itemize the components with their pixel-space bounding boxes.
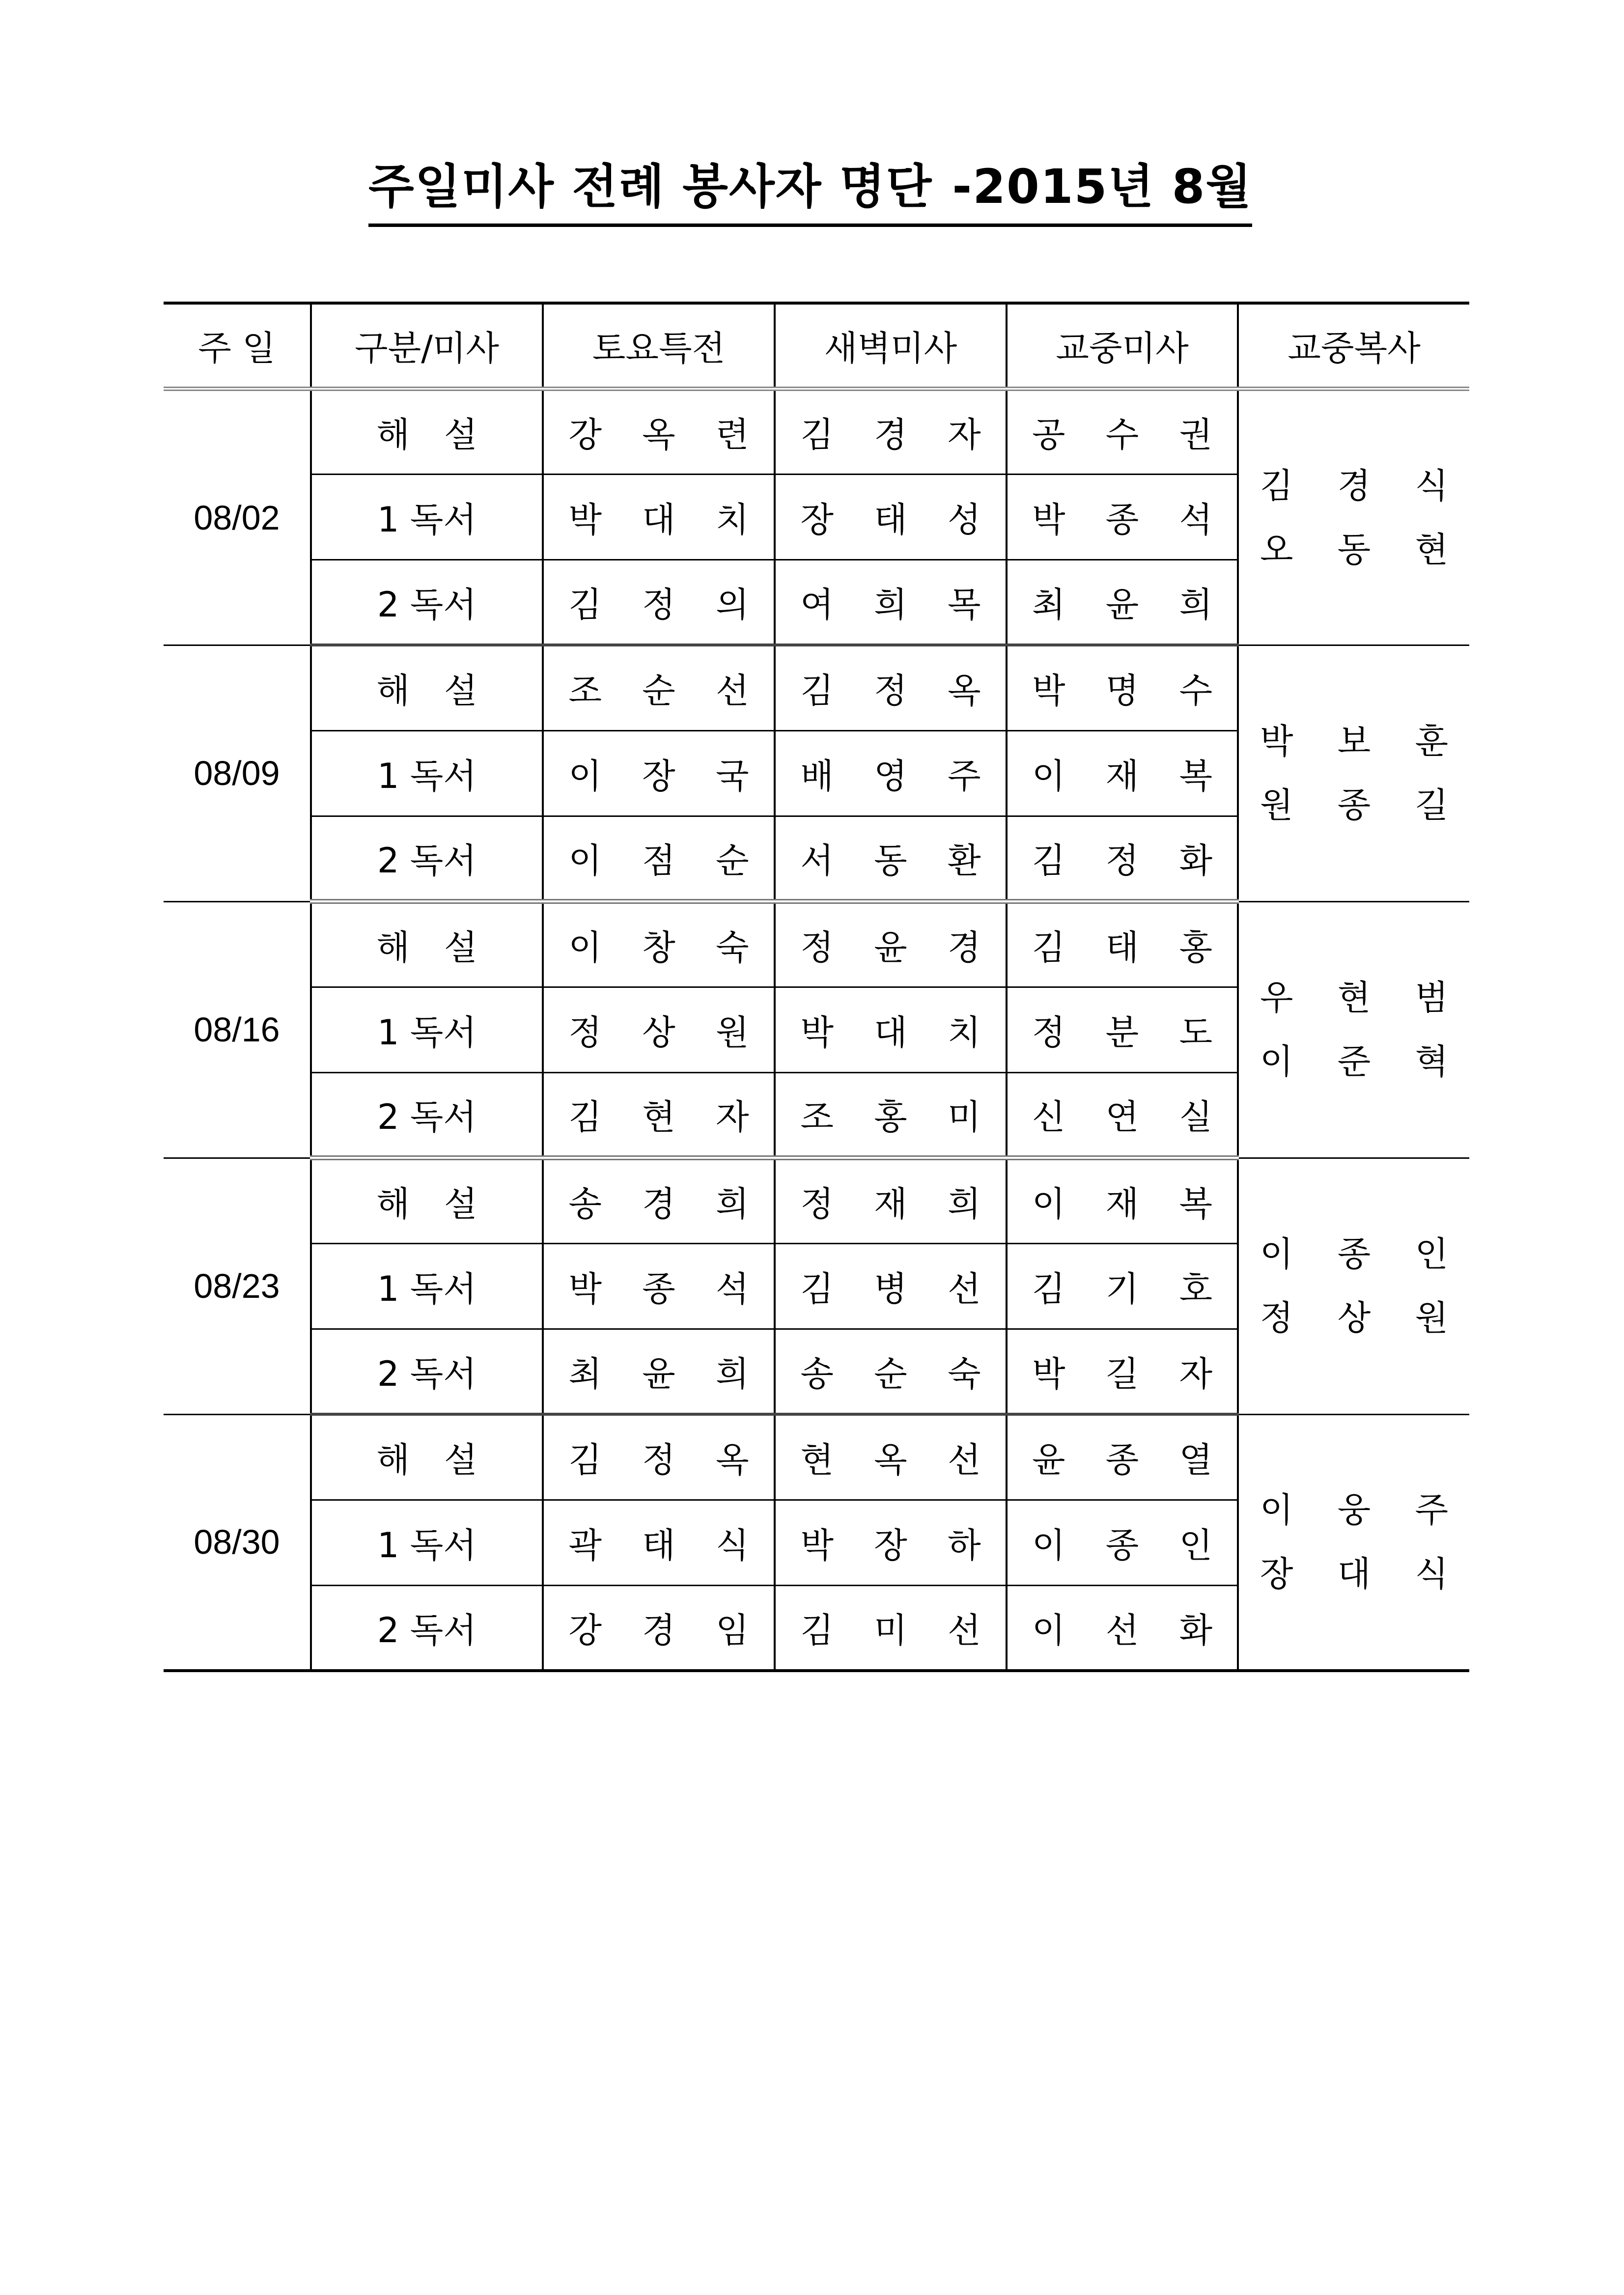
week-date: 08/23 [164,1158,311,1414]
page-title-suffix: -2015년 8월 [952,159,1253,214]
role-cell: 해 설 [311,1414,543,1500]
altar-servers-cell [1238,1414,1469,1671]
dawn-reader: 여 희 목 [775,560,1007,645]
dawn-reader: 조 홍 미 [775,1072,1007,1158]
saturday-reader: 이 장 국 [543,730,775,816]
role-cell: 1 독서 [311,987,543,1072]
week-date: 08/30 [164,1414,311,1671]
saturday-reader: 조 순 선 [543,645,775,730]
saturday-reader: 김 정 옥 [543,1414,775,1500]
altar-server-name: 원 종 길 [1260,785,1465,825]
saturday-reader: 김 현 자 [543,1072,775,1158]
header-role: 구분/미사 [311,303,543,389]
saturday-reader: 이 점 순 [543,816,775,901]
dawn-reader: 김 정 옥 [775,645,1007,730]
altar-server-name: 오 동 현 [1260,529,1465,570]
table-row [164,645,1469,730]
header-row [164,303,1469,389]
dawn-reader: 장 태 성 [775,474,1007,560]
altar-server-name: 박 보 훈 [1260,721,1465,761]
header-dawn-mass: 새벽미사 [775,303,1007,389]
main-reader: 윤 종 열 [1007,1414,1238,1500]
main-reader: 신 연 실 [1007,1072,1238,1158]
role-cell: 2 독서 [311,1585,543,1671]
dawn-reader: 김 미 선 [775,1585,1007,1671]
saturday-reader: 곽 태 식 [543,1500,775,1585]
header-altar-servers: 교중복사 [1238,303,1469,389]
saturday-reader: 박 종 석 [543,1243,775,1329]
dawn-reader: 현 옥 선 [775,1414,1007,1500]
saturday-reader: 강 옥 련 [543,389,775,474]
dawn-reader: 서 동 환 [775,816,1007,901]
dawn-reader: 정 재 희 [775,1158,1007,1243]
main-reader: 박 길 자 [1007,1329,1238,1414]
main-reader: 김 정 화 [1007,816,1238,901]
main-reader: 이 재 복 [1007,1158,1238,1243]
page-title [368,150,1252,227]
main-reader: 이 재 복 [1007,730,1238,816]
main-reader: 박 종 석 [1007,474,1238,560]
saturday-reader: 강 경 임 [543,1585,775,1671]
altar-server-name: 정 상 원 [1260,1298,1465,1338]
header-sunday: 주 일 [164,303,311,389]
table-row [164,389,1469,474]
schedule-table [164,302,1469,1672]
table-row [164,1158,1469,1243]
role-cell: 2 독서 [311,560,543,645]
dawn-reader: 박 장 하 [775,1500,1007,1585]
role-cell: 1 독서 [311,1500,543,1585]
role-cell: 해 설 [311,389,543,474]
altar-server-name: 이 준 혁 [1260,1041,1465,1082]
altar-servers-cell [1238,1158,1469,1414]
altar-servers-cell [1238,901,1469,1158]
main-reader: 이 선 화 [1007,1585,1238,1671]
main-reader: 박 명 수 [1007,645,1238,730]
main-reader: 공 수 권 [1007,389,1238,474]
altar-servers-cell [1238,389,1469,645]
role-cell: 해 설 [311,645,543,730]
week-date: 08/09 [164,645,311,901]
saturday-reader: 송 경 희 [543,1158,775,1243]
altar-server-name: 김 경 식 [1260,465,1465,506]
main-reader: 김 기 호 [1007,1243,1238,1329]
dawn-reader: 정 윤 경 [775,901,1007,987]
role-cell: 해 설 [311,1158,543,1243]
main-reader: 최 윤 희 [1007,560,1238,645]
role-cell: 1 독서 [311,474,543,560]
header-saturday-mass: 토요특전 [543,303,775,389]
header-main-mass: 교중미사 [1007,303,1238,389]
dawn-reader: 김 경 자 [775,389,1007,474]
altar-server-name: 이 웅 주 [1260,1490,1465,1531]
role-cell: 2 독서 [311,1072,543,1158]
table-row [164,901,1469,987]
altar-server-name: 우 현 범 [1260,978,1465,1018]
role-cell: 1 독서 [311,730,543,816]
role-cell: 1 독서 [311,1243,543,1329]
main-reader: 정 분 도 [1007,987,1238,1072]
main-reader: 김 태 홍 [1007,901,1238,987]
altar-servers-cell [1238,645,1469,901]
dawn-reader: 김 병 선 [775,1243,1007,1329]
dawn-reader: 송 순 숙 [775,1329,1007,1414]
saturday-reader: 이 창 숙 [543,901,775,987]
dawn-reader: 배 영 주 [775,730,1007,816]
altar-server-name: 장 대 식 [1260,1554,1465,1595]
dawn-reader: 박 대 치 [775,987,1007,1072]
saturday-reader: 정 상 원 [543,987,775,1072]
role-cell: 해 설 [311,901,543,987]
main-reader: 이 종 인 [1007,1500,1238,1585]
altar-server-name: 이 종 인 [1260,1234,1465,1274]
table-row [164,1414,1469,1500]
week-date: 08/02 [164,389,311,645]
role-cell: 2 독서 [311,816,543,901]
role-cell: 2 독서 [311,1329,543,1414]
saturday-reader: 김 정 의 [543,560,775,645]
saturday-reader: 박 대 치 [543,474,775,560]
week-date: 08/16 [164,901,311,1158]
saturday-reader: 최 윤 희 [543,1329,775,1414]
page-title-main: 주일미사 전례 봉사자 명단 [368,159,933,214]
